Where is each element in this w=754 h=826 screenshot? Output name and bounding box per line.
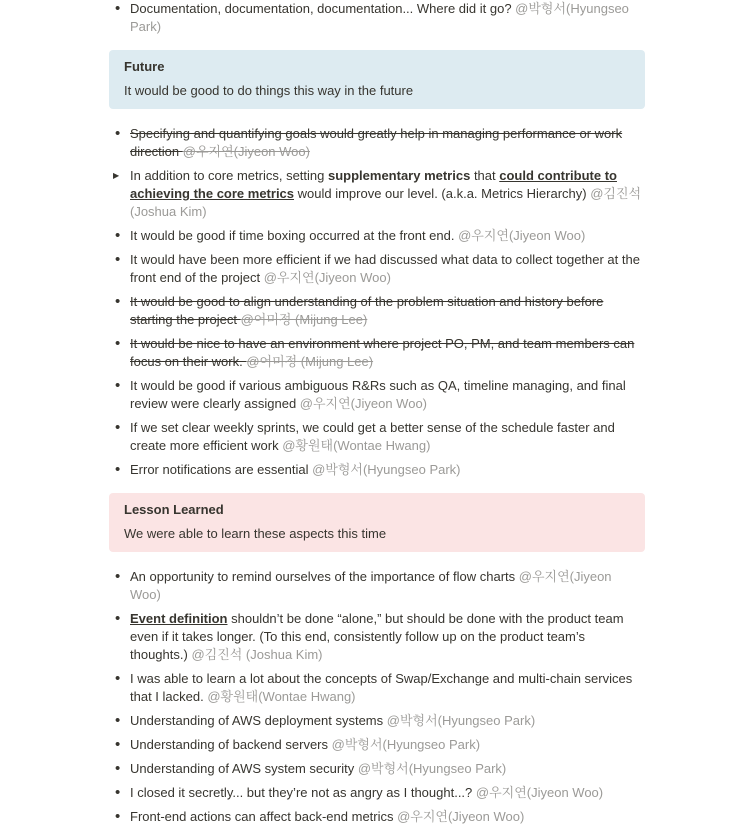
lesson-learned-callout-title[interactable]: Lesson Learned [124, 502, 224, 517]
user-mention[interactable]: @우지연(Jiyeon Woo) [263, 270, 391, 285]
list-item-text-bold-underline: Event definition [130, 611, 228, 626]
list-item[interactable] [109, 125, 645, 161]
list-item-text: An opportunity to remind ourselves of the importance of flow charts [130, 569, 519, 584]
future-callout-body[interactable]: It would be good to do things this way in the future [124, 83, 414, 98]
list-item-text: Understanding of backend servers [130, 737, 332, 752]
list-item-text: Error notifications are essential [130, 462, 313, 477]
list-item-text: I was able to learn a lot about the concepts of Swap/Exchange and multi-chain services that I lacked. [130, 671, 633, 704]
user-mention[interactable]: @우지연(Jiyeon Woo) [475, 785, 604, 800]
user-mention[interactable]: @박형서(Hyungseo Park) [386, 713, 536, 728]
list-item[interactable] [109, 736, 645, 754]
list-item-text: shouldn’t be done “alone,” but should be done with the product team even if it takes longer. (To this end, consistently follow up on the product team’s thoughts.) [130, 611, 624, 662]
list-item[interactable] [109, 251, 645, 287]
list-item-text: Specifying and quantifying goals would greatly help in managing performance or work direction [130, 126, 623, 159]
user-mention[interactable]: @김진석 (Joshua Kim) [191, 647, 323, 662]
user-mention[interactable]: @박형서(Hyungseo Park) [331, 737, 481, 752]
user-mention[interactable]: @어미정 (Mijung Lee) [240, 312, 368, 327]
user-mention[interactable]: @우지연(Jiyeon Woo) [299, 396, 428, 411]
previous-list-partial [109, 0, 645, 36]
notion-document [109, 0, 645, 826]
list-item-text: In addition to core metrics, setting [130, 168, 328, 183]
list-item[interactable] [109, 293, 645, 329]
user-mention[interactable]: @박형서(Hyungseo Park) [312, 462, 461, 477]
user-mention[interactable]: @김진석 (Joshua Kim) [130, 186, 642, 219]
future-callout [109, 50, 645, 109]
user-mention[interactable]: @우지연(Jiyeon Woo) [397, 809, 525, 824]
list-item-text: Understanding of AWS system security [130, 761, 358, 776]
list-item-text-bold: supplementary metrics [327, 168, 471, 183]
lesson-learned-callout [109, 493, 645, 552]
user-mention[interactable]: @우지연(Jiyeon Woo) [130, 569, 612, 602]
list-item[interactable] [109, 0, 645, 36]
list-item-text: If we set clear weekly sprints, we could get a better sense of the schedule faster and create more efficient work [130, 420, 615, 453]
user-mention[interactable]: @박형서(Hyungseo Park) [357, 761, 507, 776]
list-item-text: Documentation, documentation, documentation... Where did it go? [130, 1, 516, 16]
toggle-triangle-icon[interactable]: ▶ [113, 171, 120, 180]
list-item[interactable] [109, 461, 645, 479]
lesson-learned-callout-body[interactable]: We were able to learn these aspects this time [124, 526, 387, 541]
list-item[interactable] [109, 784, 645, 802]
list-item[interactable] [109, 712, 645, 730]
future-list [109, 125, 645, 479]
list-item[interactable] [109, 670, 645, 706]
list-item[interactable] [109, 419, 645, 455]
list-item-text: I closed it secretly... but they’re not as angry as I thought...? [130, 785, 476, 800]
user-mention[interactable]: @우지연(Jiyeon Woo) [182, 144, 310, 159]
list-item-text: that [470, 168, 500, 183]
list-item[interactable] [109, 568, 645, 604]
list-item[interactable] [109, 227, 645, 245]
list-item[interactable] [109, 808, 645, 826]
list-item-text: It would be good if time boxing occurred at the front end. [130, 228, 459, 243]
list-item-text: It would be good if various ambiguous R&Rs such as QA, timeline managing, and final review were clearly assigned [130, 378, 626, 411]
list-item-text: Understanding of AWS deployment systems [130, 713, 387, 728]
future-callout-title[interactable]: Future [124, 59, 165, 74]
list-item-text-bold-underline: could contribute to achieving the core metrics [130, 168, 617, 201]
user-mention[interactable]: @어미정 (Mijung Lee) [246, 354, 374, 369]
user-mention[interactable]: @황원태(Wontae Hwang) [207, 689, 356, 704]
list-item[interactable] [109, 377, 645, 413]
list-item[interactable] [109, 335, 645, 371]
list-item-text: It would have been more efficient if we had discussed what data to collect together at the front end of the project [130, 252, 640, 285]
lesson-learned-list [109, 568, 645, 826]
toggle-list-item[interactable] [109, 167, 645, 221]
list-item-text: Front-end actions can affect back-end metrics [130, 809, 398, 824]
user-mention[interactable]: @황원태(Wontae Hwang) [282, 438, 431, 453]
list-item-text: would improve our level. (a.k.a. Metrics Hierarchy) [294, 186, 591, 201]
list-item-text: It would be good to align understanding of the problem situation and history before starting the project [130, 294, 604, 327]
list-item[interactable] [109, 760, 645, 778]
list-item[interactable] [109, 610, 645, 664]
user-mention[interactable]: @박형서(Hyungseo Park) [130, 1, 629, 34]
user-mention[interactable]: @우지연(Jiyeon Woo) [458, 228, 586, 243]
list-item-text: It would be nice to have an environment where project PO, PM, and team members can focus on their work. [130, 336, 635, 369]
